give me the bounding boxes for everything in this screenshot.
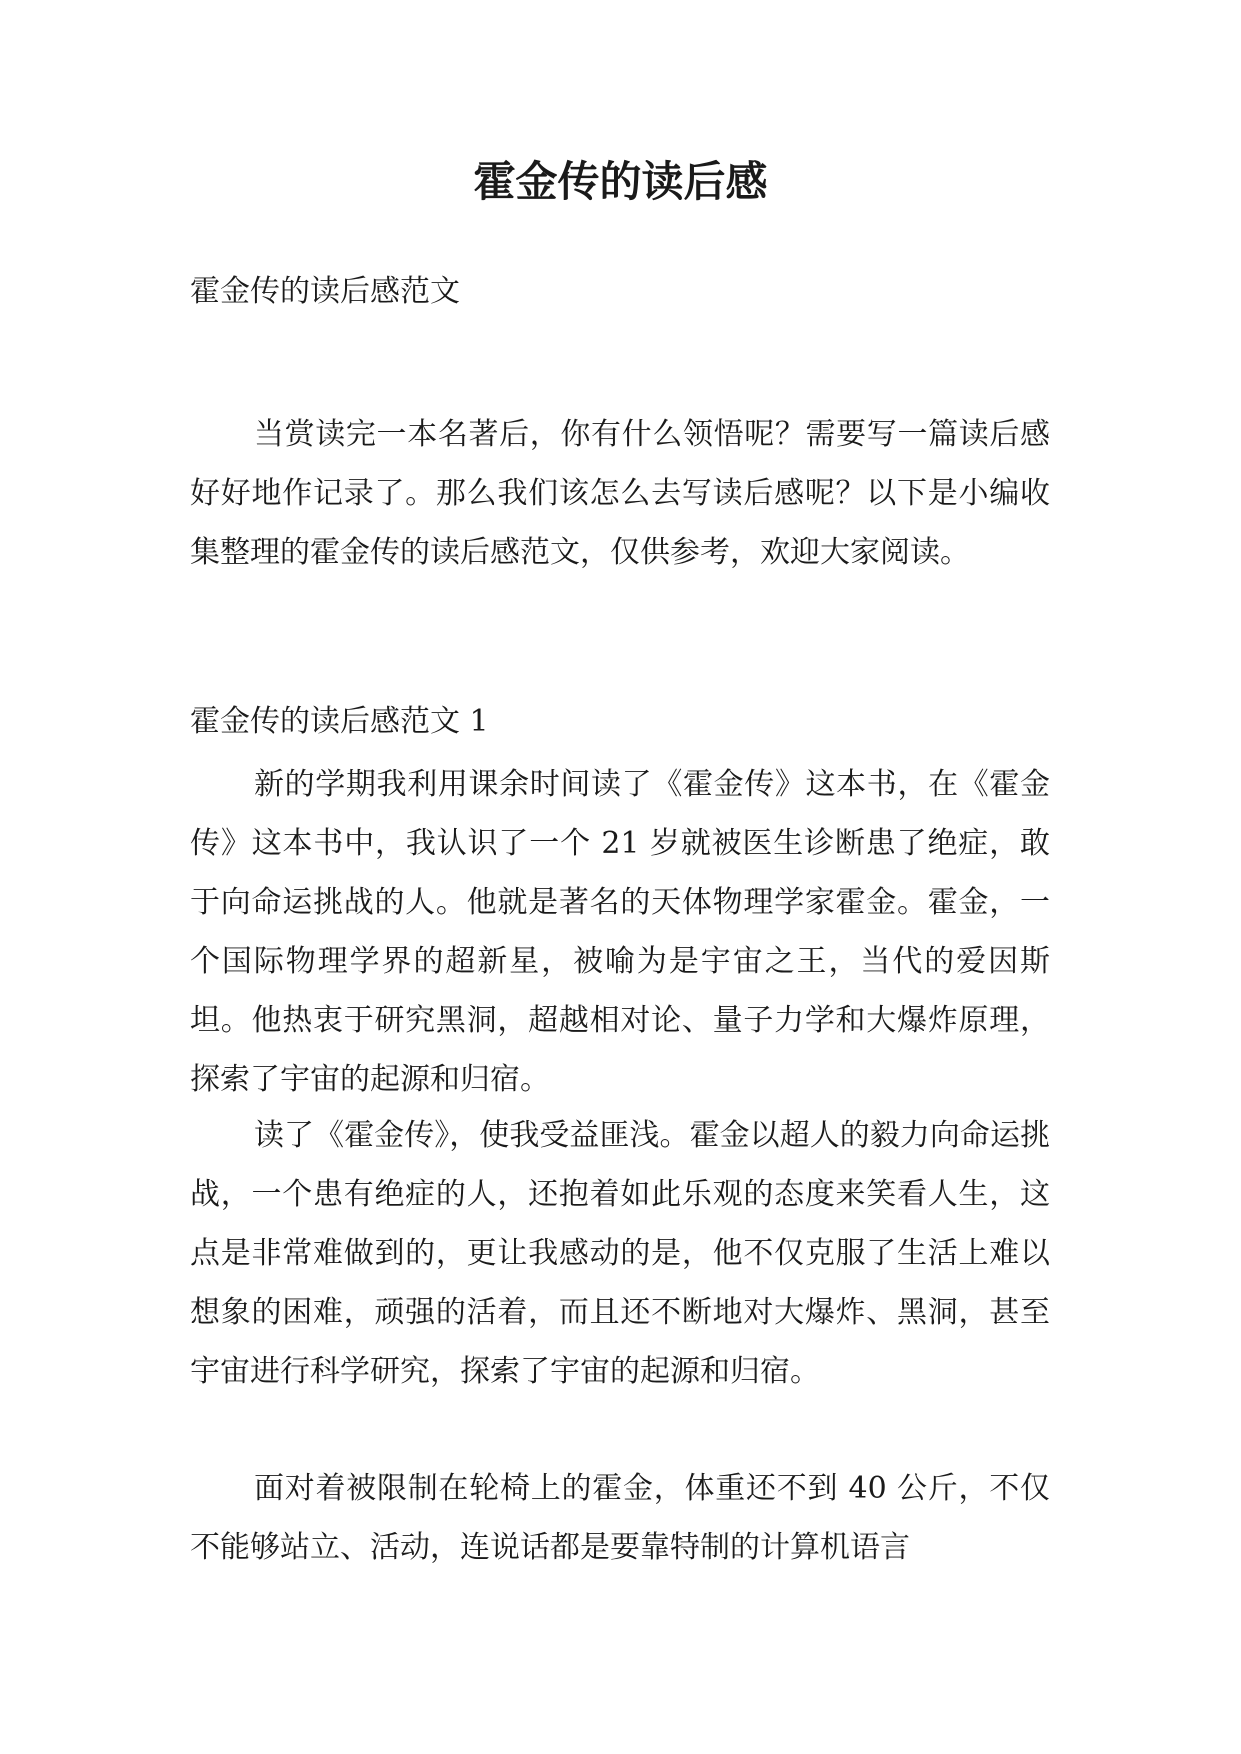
intro-paragraph: 当赏读完一本名著后，你有什么领悟呢？需要写一篇读后感好好地作记录了。那么我们该怎么去写读后感呢？以下是小编收集整理的霍金传的读后感范文，仅供参考，欢迎大家阅读。 [190, 417, 1050, 570]
body-paragraph: 新的学期我利用课余时间读了《霍金传》这本书，在《霍金传》这本书中，我认识了一个 21 岁就被医生诊断患了绝症，敢于向命运挑战的人。他就是著名的天体物理学家霍金。霍金，一个国际物理学界的超新星，被喻为是宇宙之王，当代的爱因斯坦。他热衷于研究黑洞，超越相对论、量子力学和大爆炸原理，探索了宇宙的起源和归宿。 [190, 767, 1050, 1097]
document-subtitle: 霍金传的读后感范文 [190, 274, 460, 309]
section-heading: 霍金传的读后感范文 1 [190, 704, 489, 739]
document-title: 霍金传的读后感 [473, 157, 768, 206]
body-paragraph: 读了《霍金传》，使我受益匪浅。霍金以超人的毅力向命运挑战，一个患有绝症的人，还抱着如此乐观的态度来笑看人生，这点是非常难做到的，更让我感动的是，他不仅克服了生活上难以想象的困难，顽强的活着，而且还不断地对大爆炸、黑洞，甚至宇宙进行科学研究，探索了宇宙的起源和归宿。 [190, 1118, 1050, 1389]
body-paragraph: 面对着被限制在轮椅上的霍金，体重还不到 40 公斤，不仅不能够站立、活动，连说话都是要靠特制的计算机语言 [190, 1471, 1050, 1565]
